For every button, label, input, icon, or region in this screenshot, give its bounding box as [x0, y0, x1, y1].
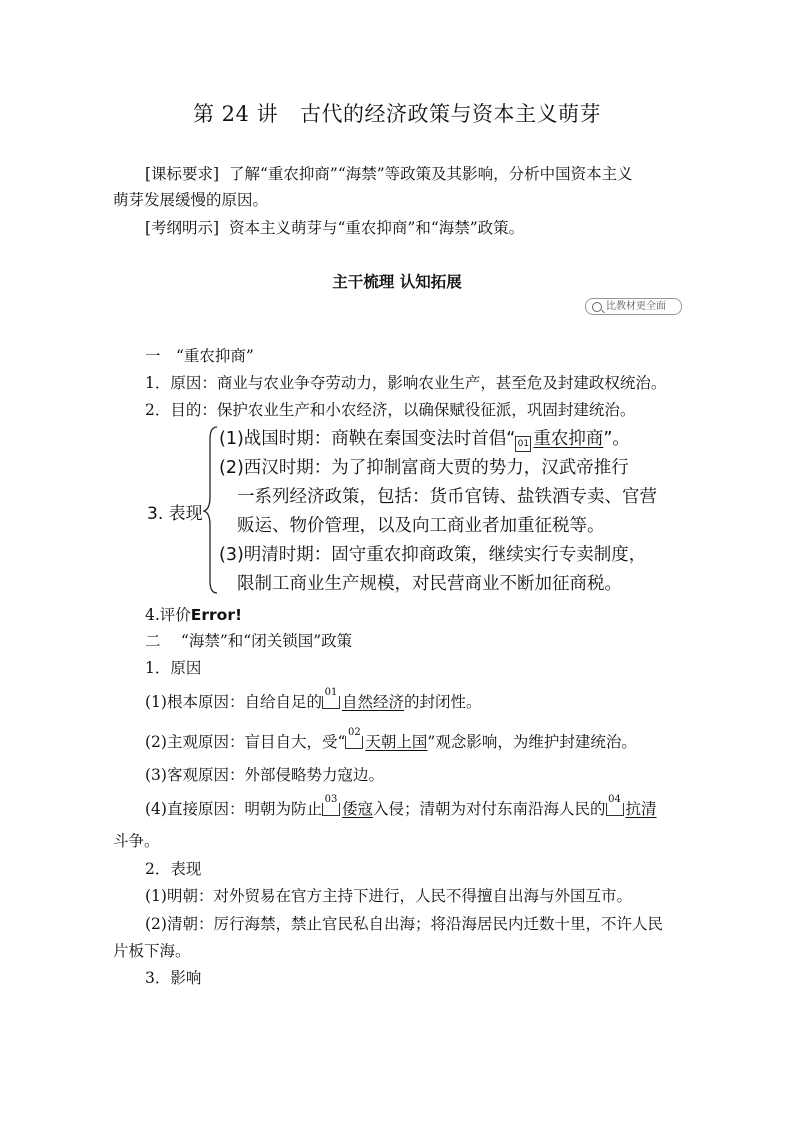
fill-blank-answer: 倭寇 — [341, 800, 373, 818]
performance-item-1 — [219, 425, 630, 454]
part2-reason-3: (3)客观原因：外部侵略势力寇边。 — [145, 766, 384, 784]
more-comprehensive-button[interactable] — [585, 298, 682, 315]
exam-outline — [145, 217, 715, 239]
blank-number-box — [345, 727, 363, 749]
reason1-text: (1)根本原因：自给自足的 — [145, 693, 322, 711]
curriculum-text-cont: 萌芽发展缓慢的原因。 — [113, 191, 269, 209]
perf1-end: ”。 — [603, 429, 630, 449]
fill-blank-answer: 抗清 — [625, 800, 657, 818]
performance-item-3a: (3)明清时期：固守重农抑商政策，继续实行专卖制度， — [219, 545, 647, 565]
evaluation-error: Error! — [190, 606, 243, 624]
part2-reason-1 — [145, 687, 715, 713]
reason4-text: (4)直接原因：明朝为防止 — [145, 800, 322, 818]
search-icon — [592, 302, 602, 312]
part2-heading: 二 “海禁”和“闭关锁国”政策 — [145, 632, 353, 650]
evaluation-label: 4.评价 — [145, 606, 191, 624]
blank-number: 02 — [348, 727, 361, 738]
fill-blank-answer: 自然经济 — [341, 693, 404, 711]
section-header: 主干梳理 认知拓展 — [332, 273, 462, 291]
performance-item-3b: 限制工商业生产规模，对民营商业不断加征商税。 — [237, 574, 622, 594]
part2-reason-2 — [145, 727, 715, 753]
blank-number-box — [322, 794, 340, 816]
performance-item-2a: (2)西汉时期：为了抑制富商大贾的势力，汉武帝推行 — [219, 458, 629, 478]
blank-number-box — [606, 794, 624, 816]
fill-blank-answer: 重农抑商 — [533, 429, 604, 449]
part2-performance-1: (1)明朝：对外贸易在官方主持下进行，人民不得擅自出海与外国互市。 — [145, 887, 632, 905]
blank-number-box — [322, 687, 340, 709]
part1-evaluation — [145, 604, 715, 626]
part2-reason-heading: 1．原因 — [145, 659, 202, 677]
more-button-label: 比教材更全面 — [606, 301, 666, 312]
part2-performance-2: (2)清朝：厉行海禁，禁止官民私自出海；将沿海居民内迁数十里，不许人民 — [145, 915, 663, 933]
part1-purpose: 2．目的：保护农业生产和小农经济，以确保赋役征派，巩固封建统治。 — [145, 401, 636, 419]
exam-text: 资本主义萌芽与“重农抑商”和“海禁”政策。 — [228, 219, 525, 237]
part2-effect-heading: 3．影响 — [145, 969, 202, 987]
part2-reason-4-cont: 斗争。 — [113, 832, 160, 850]
lecture-topic: 古代的经济政策与资本主义萌芽 — [300, 102, 602, 126]
curriculum-text: 了解“重农抑商”“海禁”等政策及其影响，分析中国资本主义 — [228, 165, 633, 183]
part2-reason-4 — [145, 794, 715, 820]
blank-number: 03 — [324, 794, 338, 805]
perf1-text: (1)战国时期：商鞅在秦国变法时首倡“ — [219, 429, 516, 449]
curriculum-tag: [课标要求] — [145, 165, 220, 183]
blank-number: 01 — [324, 687, 338, 698]
performance-item-2b: 一系列经济政策，包括：货币官铸、盐铁酒专卖、官营 — [237, 487, 657, 507]
part1-heading: 一 “重农抑商” — [145, 347, 254, 365]
part2-performance-heading: 2．表现 — [145, 860, 202, 878]
part1-reason: 1．原因：商业与农业争夺劳动力，影响农业生产，甚至危及封建政权统治。 — [145, 374, 667, 392]
blank-number: 04 — [608, 794, 621, 805]
fill-blank-answer: 天朝上国 — [365, 733, 428, 751]
blank-number-box — [515, 436, 531, 452]
reason1-end: 的封闭性。 — [403, 693, 482, 711]
part2-performance-2-cont: 片板下海。 — [113, 942, 191, 960]
part1-performance — [147, 425, 687, 595]
reason4-mid: 入侵；清朝为对付东南沿海人民的 — [372, 800, 606, 818]
performance-item-2c: 贩运、物价管理，以及向工商业者加重征税等。 — [237, 516, 605, 536]
exam-tag: [考纲明示] — [145, 219, 220, 237]
left-brace-icon — [203, 425, 219, 595]
reason2-end: ”观念影响，为维护封建统治。 — [427, 733, 637, 751]
blank-number: 01 — [517, 439, 530, 449]
reason2-text: (2)主观原因：盲目自大，受“ — [145, 733, 346, 751]
page-title — [0, 98, 794, 128]
curriculum-requirement — [145, 163, 715, 185]
performance-label: 3. 表现 — [147, 504, 203, 524]
lecture-number: 第 24 讲 — [192, 102, 279, 126]
